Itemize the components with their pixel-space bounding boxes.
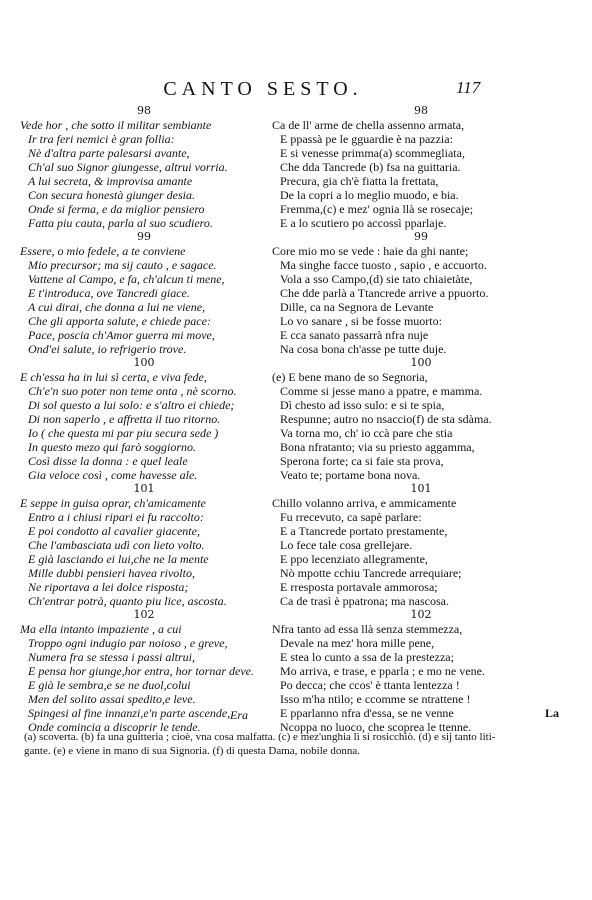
stanza [20, 356, 268, 482]
verse-line: De la copri a lo meglio muodo, e bia. [280, 188, 459, 202]
verse-line: Io ( che questa mi par piu secura sede ) [28, 426, 219, 440]
verse-line: Mille dubbi pensieri havea rivolto, [28, 566, 195, 580]
stanza-number: 102 [410, 608, 432, 621]
verse-line: Che dde parlà a Ttancrede arrive a ppuorto. [280, 286, 489, 300]
verse-line: Dì chesto ad isso sulo: e si te spia, [280, 398, 445, 412]
stanza [20, 230, 268, 356]
verse-line: E pparlanno nfra d'essa, se ne venne [280, 706, 454, 720]
stanza-number: 101 [133, 482, 155, 495]
verse-line: Nfra tanto ad essa llà senza stemmezza, [272, 622, 463, 636]
verse-line: Devale na mez' hora mille pene, [280, 636, 435, 650]
verse-line: Ca de ll' arme de chella assenno armata, [272, 118, 465, 132]
verse-line: Troppo ogni indugio par noioso , e greve, [28, 636, 228, 650]
verse-line: Ncoppa no luoco, che scoprea le ttenne. [280, 720, 472, 734]
verse-line: Ch'e'n suo poter non teme onta , nè scorno. [28, 384, 237, 398]
neapolitan-text-column [272, 104, 570, 734]
verse-line: (e) E bene mano de so Segnoria, [272, 370, 428, 384]
canto-title: CANTO SESTO. [163, 78, 363, 100]
stanza [20, 104, 268, 230]
verse-line: Chillo volanno arriva, e ammicamente [272, 496, 457, 510]
stanza-number: 98 [414, 104, 428, 117]
verse-line: Di sol questo a lui solo: e s'altro ei chiede; [28, 398, 235, 412]
verse-line: Comme si jesse mano a ppatre, e mamma. [280, 384, 483, 398]
stanza [272, 608, 570, 734]
stanza-number: 100 [410, 356, 432, 369]
stanza-number: 102 [133, 608, 155, 621]
verse-line: Vola a sso Campo,(d) sie tato chiaietàte, [280, 272, 473, 286]
verse-line: Così disse la donna : e quel leale [28, 454, 188, 468]
verse-line: Ond'ei salute, io refrigerio trove. [28, 342, 187, 356]
verse-line: Pace, poscia ch'Amor guerra mi move, [28, 328, 215, 342]
stanza [272, 356, 570, 482]
verse-line: Ir tra feri nemici è gran follia: [28, 132, 175, 146]
verse-line: Entro a i chiusi ripari ei fu raccolto: [28, 510, 204, 524]
verse-line: Na cosa bona ch'asse pe tutte duje. [280, 342, 447, 356]
verse-line: Ma singhe facce tuosto , sapio , e accuorto. [280, 258, 487, 272]
verse-line: E si venesse primma(a) scommegliata, [280, 146, 465, 160]
catchword-left: Era [230, 708, 248, 722]
stanza [272, 230, 570, 356]
verse-line: Fremma,(c) e mez' ognia llà se rosecaje; [280, 202, 474, 216]
stanza-number: 99 [414, 230, 428, 243]
verse-line: Lo vo sanare , si be fosse muorto: [280, 314, 442, 328]
verse-line: E già lasciando ei lui,che ne la mente [28, 552, 209, 566]
verse-line: Fatta piu cauta, parla al suo scudiero. [28, 216, 213, 230]
verse-line: In questo mezo qui farò soggiorno. [28, 440, 196, 454]
verse-line: Bona nfratanto; via su priesto aggamma, [280, 440, 475, 454]
verse-line: Po decca; che ccos' è ttanta lentezza ! [280, 678, 460, 692]
verse-line: Men del solito assai spedito,e leve. [28, 692, 196, 706]
verse-line: E seppe in guisa oprar, ch'amicamente [20, 496, 206, 510]
verse-line: Che dda Tancrede (b) fsa na guittaria. [280, 160, 461, 174]
verse-line: Con secura honestà giunger desia. [28, 188, 195, 202]
verse-line: E ppassà pe le gguardie è na pazzia: [280, 132, 453, 146]
verse-line: Isso m'ha ntilo; e ccomme se ntrattene ! [280, 692, 471, 706]
verse-line: E a Ttancrede portato prestamente, [280, 524, 448, 538]
stanza [272, 482, 570, 608]
verse-line: Ch'al suo Signor giungesse, altrui vorria. [28, 160, 228, 174]
verse-line: Fu rrecevuto, ca sapè parlare: [280, 510, 422, 524]
catchword-right: La [545, 706, 560, 720]
footnote-line: (a) scoverta. (b) fa una guitteria ; cioè, vna cosa malfatta. (c) e mez'unghia lì si rosicchiò. (d) e sij tanto liti- [24, 731, 496, 743]
verse-line: Onde comincia a discoprir le tende. [28, 720, 201, 734]
verse-line: Mo arriva, e trase, e pparla ; e mo ne vene. [280, 664, 485, 678]
verse-line: E pensa hor giunge,hor entra, hor tornar deve. [28, 664, 254, 678]
verse-line: Vede hor , che sotto il militar sembiante [20, 118, 212, 132]
verse-line: E ch'essa ha in lui sì certa, e viva fede, [20, 370, 207, 384]
verse-line: Ne riportava a lei dolce risposta; [28, 580, 189, 594]
verse-line: Mio precursor; ma sij cauto , e sagace. [28, 258, 217, 272]
verse-line: Numera fra se stessa i passi altrui, [28, 650, 196, 664]
verse-line: Dille, ca na Segnora de Levante [280, 300, 434, 314]
verse-line: E rresposta portavale ammorosa; [280, 580, 438, 594]
verse-line: E t'introduca, ove Tancredi giace. [28, 286, 190, 300]
verse-line: Ma ella intanto impaziente , a cui [20, 622, 182, 636]
verse-line: Che gli apporta salute, e chiede pace: [28, 314, 211, 328]
stanza-number: 99 [137, 230, 151, 243]
verse-line: Respunne; autro no nsaccio(f) de sta sdàma. [280, 412, 492, 426]
verse-line: Onde si ferma, e da miglior pensiero [28, 202, 205, 216]
verse-line: Che l'ambasciata udì con lieto volto. [28, 538, 205, 552]
stanza-number: 101 [410, 482, 432, 495]
verse-line: Vattene al Campo, e fa, ch'alcun ti mene, [28, 272, 225, 286]
verse-line: Veato te; portame bona nova. [280, 468, 421, 482]
verse-line: Gia veloce così , come havesse ale. [28, 468, 198, 482]
verse-line: Nè d'altra parte palesarsi avante, [28, 146, 190, 160]
italian-text-column [20, 104, 268, 734]
stanza-number: 100 [133, 356, 155, 369]
verse-line: E cca sanato passarrà nfra nuje [280, 328, 429, 342]
verse-line: Ca de trasì è ppatrona; ma nascosa. [280, 594, 449, 608]
verse-line: E poi condotto al cavalier giacente, [28, 524, 200, 538]
verse-line: A lui secreta, & improvisa amante [28, 174, 193, 188]
footnotes [24, 730, 572, 758]
verse-line: Va torna mo, ch' io ccà pare che stia [280, 426, 453, 440]
stanza-number: 98 [137, 104, 151, 117]
verse-line: Lo fece tale cosa grellejare. [280, 538, 413, 552]
verse-line: Essere, o mio fedele, a te conviene [20, 244, 186, 258]
verse-line: E stea lo cunto a ssa de la prestezza; [280, 650, 454, 664]
verse-line: E a lo scutiero po accossì pparlaje. [280, 216, 447, 230]
verse-line: Ch'entrar potrà, quanto piu lice, ascosta. [28, 594, 227, 608]
page-number: 117 [456, 78, 481, 97]
verse-line: E ppo lecenziato allegramente, [280, 552, 428, 566]
verse-line: Sperona forte; ca si faie sta prova, [280, 454, 444, 468]
stanza [272, 104, 570, 230]
verse-line: Nò mpotte cchiu Tancrede arrequiare; [280, 566, 462, 580]
verse-line: E già le sembra,e se ne duol,colui [28, 678, 191, 692]
footnote-line: gante. (e) e viene in mano di sua Signoria. (f) di questa Dama, nobile donna. [24, 745, 361, 757]
verse-line: Core mio mo se vede : haie da ghi nante; [272, 244, 469, 258]
verse-line: Precura, gia ch'è fiatta la frettata, [280, 174, 439, 188]
verse-line: Spingesi al fine innanzi,e'n parte ascende, [28, 706, 231, 720]
verse-line: A cui dirai, che donna a lui ne viene, [28, 300, 206, 314]
verse-line: Di non saperlo , e affretta il tuo ritorno. [28, 412, 221, 426]
stanza [20, 482, 268, 608]
